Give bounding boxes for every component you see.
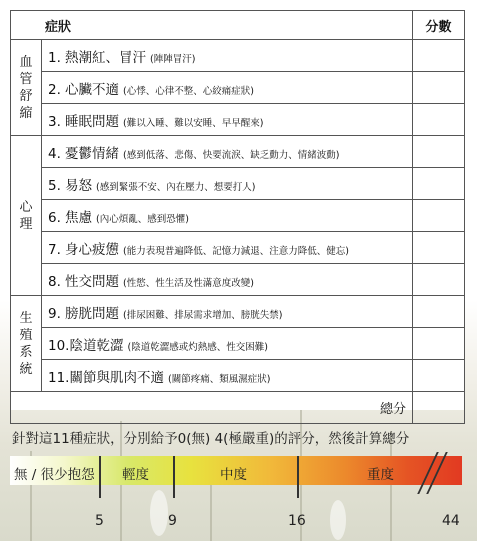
symptom-table xyxy=(10,10,465,424)
score-cell[interactable] xyxy=(413,168,465,200)
score-cell[interactable] xyxy=(413,136,465,168)
flower-tuft xyxy=(330,500,346,540)
table-row xyxy=(11,200,465,232)
score-cell[interactable] xyxy=(413,232,465,264)
scale-mild-label: 輕度 xyxy=(122,467,149,483)
table-row xyxy=(11,296,465,328)
tick-label: 16 xyxy=(288,513,306,529)
score-cell[interactable] xyxy=(413,328,465,360)
category-urogenital: 生 殖 系 統 xyxy=(11,296,42,392)
score-cell[interactable] xyxy=(413,72,465,104)
symptom-item: 11.關節與肌肉不適 (關節疼痛、類風濕症狀) xyxy=(42,360,413,392)
tick-line xyxy=(99,456,101,498)
score-cell[interactable] xyxy=(413,296,465,328)
scale-severe-label: 重度 xyxy=(367,467,394,483)
symptom-item: 10.陰道乾澀 (陰道乾澀感或灼熱感、性交困難) xyxy=(42,328,413,360)
table-row xyxy=(11,72,465,104)
scale-moderate-label: 中度 xyxy=(220,467,247,483)
table-row xyxy=(11,40,465,72)
grass-blade xyxy=(390,431,392,541)
tick-label: 9 xyxy=(168,513,177,529)
tick-label: 44 xyxy=(442,513,460,529)
category-vasomotor: 血 管 舒 縮 xyxy=(11,40,42,136)
table-row xyxy=(11,232,465,264)
score-cell[interactable] xyxy=(413,264,465,296)
table-row xyxy=(11,168,465,200)
severity-scale-bar xyxy=(10,456,462,485)
category-psychological: 心 理 xyxy=(11,136,42,296)
tick-line xyxy=(173,456,175,498)
tick-line xyxy=(297,456,299,498)
symptom-header: 症狀 xyxy=(11,11,413,40)
scoring-instruction: 針對這11種症狀，分別給予0(無) 4(極嚴重)的評分，然後計算總分 xyxy=(12,431,410,447)
flower-tuft xyxy=(150,490,168,536)
symptom-item: 5. 易怒 (感到緊張不安、內在壓力、想要打人) xyxy=(42,168,413,200)
score-header: 分數 xyxy=(413,11,465,40)
total-row xyxy=(11,392,465,424)
symptom-item: 6. 焦慮 (內心煩亂、感到恐懼) xyxy=(42,200,413,232)
table-row xyxy=(11,136,465,168)
symptom-item: 3. 睡眠問題 (難以入睡、難以安睡、早早醒來) xyxy=(42,104,413,136)
symptom-item: 7. 身心疲憊 (能力表現普遍降低、記憶力減退、注意力降低、健忘) xyxy=(42,232,413,264)
score-cell[interactable] xyxy=(413,104,465,136)
tick-label: 5 xyxy=(95,513,104,529)
total-label: 總分 xyxy=(11,392,413,424)
table-row xyxy=(11,360,465,392)
table-row xyxy=(11,104,465,136)
table-header-row xyxy=(11,11,465,40)
symptom-item: 9. 膀胱問題 (排尿困難、排尿需求增加、膀胱失禁) xyxy=(42,296,413,328)
symptom-item: 2. 心臟不適 (心悸、心律不整、心絞痛症狀) xyxy=(42,72,413,104)
total-score-cell[interactable] xyxy=(413,392,465,424)
table-row xyxy=(11,264,465,296)
scale-none-label: 無 / 很少抱怨 xyxy=(14,467,95,483)
table-row xyxy=(11,328,465,360)
symptom-item: 4. 憂鬱情緒 (感到低落、悲傷、快要流淚、缺乏動力、情緒波動) xyxy=(42,136,413,168)
symptom-item: 8. 性交問題 (性慾、性生活及性滿意度改變) xyxy=(42,264,413,296)
symptom-item: 1. 熱潮紅、冒汗 (陣陣冒汗) xyxy=(42,40,413,72)
score-cell[interactable] xyxy=(413,40,465,72)
score-cell[interactable] xyxy=(413,200,465,232)
score-cell[interactable] xyxy=(413,360,465,392)
